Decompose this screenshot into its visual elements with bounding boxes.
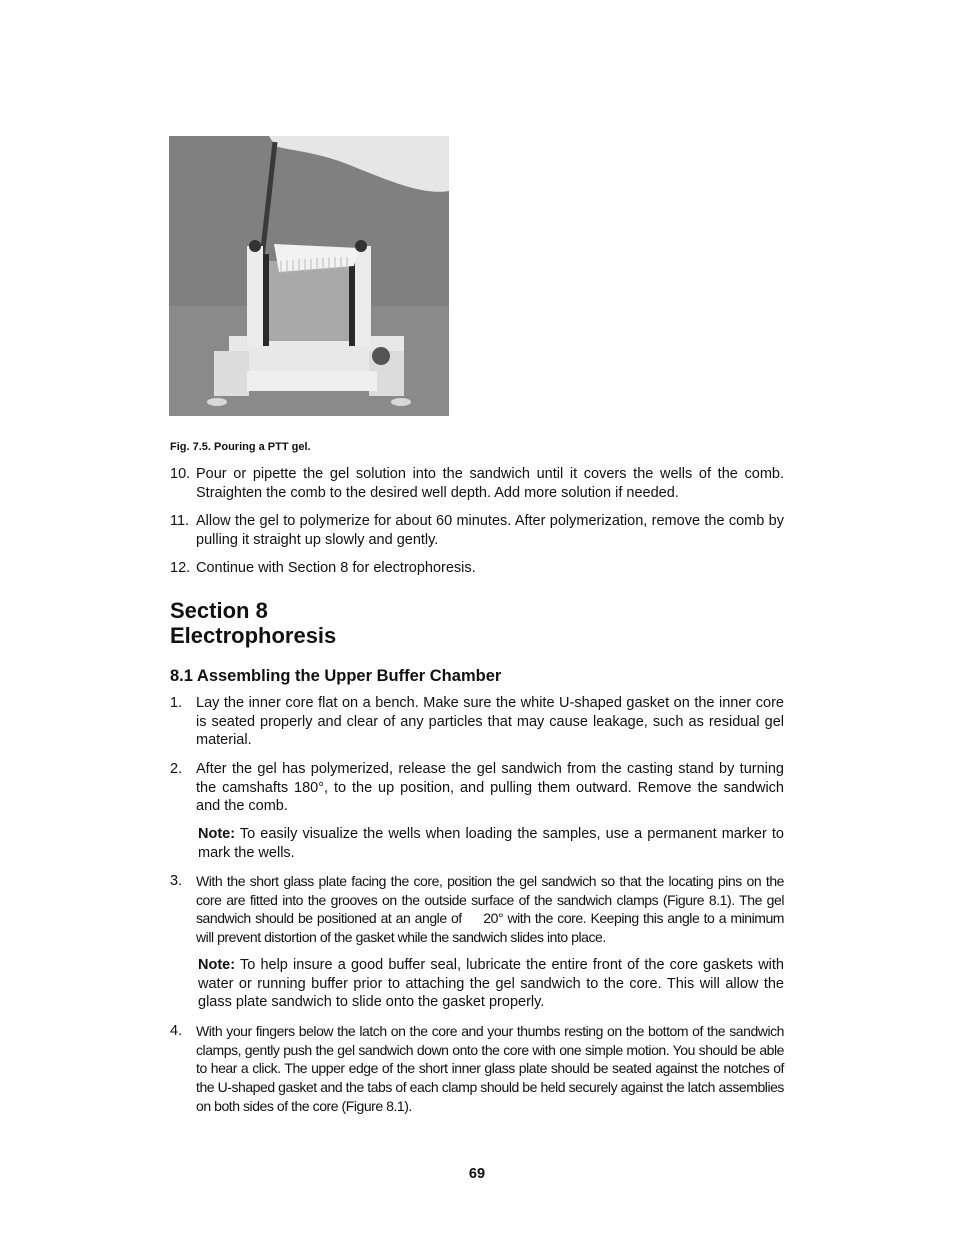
list-item-text: Allow the gel to polymerize for about 60 minutes. After polymerization, remove the comb by pulling it straight up slowly and gently. [196, 513, 784, 548]
list-item-text: After the gel has polymerized, release the gel sandwich from the casting stand by turning the camshafts 180°, to the up position, and pulling them outward. Remove the sandwich and the comb. [196, 761, 784, 815]
note-paragraph [198, 825, 784, 862]
list-item-number: 10. [170, 466, 191, 482]
list-item-text: Lay the inner core flat on a bench. Make sure the white U-shaped gasket on the inner core is seated properly and clear of any particles that may cause leakage, such as residual gel material. [196, 695, 784, 749]
list-item-text: With the short glass plate facing the core, position the gel sandwich so that the locating pins on the core are fitted into the grooves on the outside surface of the sandwich clamps (Figure 8.1). The gel sandwich should be positioned at an angle of 20° with the core. Keeping this angle to a minimum will prevent distortion of the gasket while the sandwich slides into place. [196, 873, 784, 946]
list-item [170, 694, 784, 750]
casting-stand-illustration [169, 136, 449, 416]
note-label: Note: [198, 957, 236, 973]
list-item-number: 4. [170, 1023, 183, 1039]
list-item [170, 760, 784, 816]
list-item [170, 559, 784, 578]
note-label: Note: [198, 826, 236, 842]
figure-photo [169, 136, 449, 416]
list-item-number: 12. [170, 560, 191, 576]
list-item-number: 11. [170, 513, 190, 529]
list-item [170, 872, 784, 947]
list-item-text: With your fingers below the latch on the core and your thumbs resting on the bottom of the sandwich clamps, gently push the gel sandwich down onto the core with one simple motion. You should be able to hear a click. The upper edge of the short inner glass plate should be seated against the notches of the U-shaped gasket and the tabs of each clamp should be held securely against the latch assemblies on both sides of the core (Figure 8.1). [196, 1023, 784, 1114]
note-paragraph [198, 956, 784, 1012]
list-item [170, 1022, 784, 1116]
section-number: Section 8 [170, 598, 268, 623]
note-text: To help insure a good buffer seal, lubricate the entire front of the core gaskets with water or running buffer prior to attaching the gel sandwich to the core. This will allow the glass plate sandwich to slide onto the gasket properly. [198, 957, 784, 1011]
list-item-number: 2. [170, 761, 183, 777]
subsection-heading: 8.1 Assembling the Upper Buffer Chamber [170, 667, 502, 685]
note-text: To easily visualize the wells when loading the samples, use a permanent marker to mark the wells. [198, 826, 784, 861]
list-item [170, 512, 784, 549]
figure-caption: Fig. 7.5. Pouring a PTT gel. [170, 441, 311, 453]
list-item-text: Continue with Section 8 for electrophoresis. [196, 560, 476, 576]
list-item-number: 1. [170, 695, 183, 711]
section-name: Electrophoresis [170, 623, 337, 648]
list-item [170, 465, 784, 502]
section-heading [170, 598, 336, 648]
list-item-text: Pour or pipette the gel solution into the sandwich until it covers the wells of the comb. Straighten the comb to the desired well depth. Add more solution if needed. [196, 466, 784, 501]
list-item-number: 3. [170, 873, 183, 889]
page-number: 69 [468, 1166, 486, 1182]
